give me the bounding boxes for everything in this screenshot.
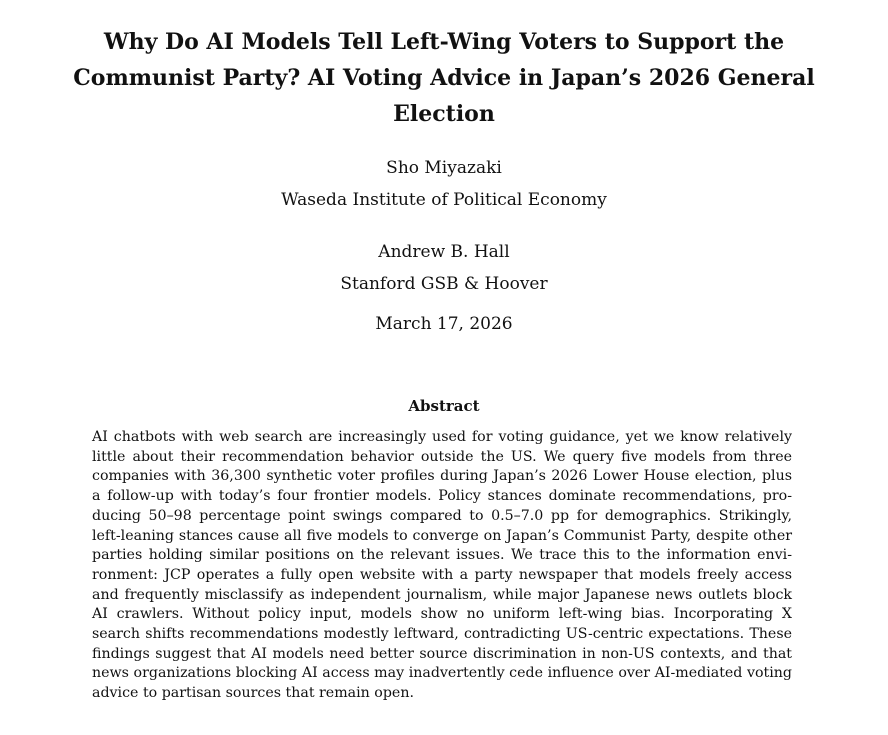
abstract-line: search shifts recommendations modestly leftward, contradicting US-centric expectations. These: [92, 626, 792, 643]
abstract-heading: Abstract: [408, 397, 480, 415]
title-line: Election: [393, 101, 495, 127]
abstract-line: news organizations blocking AI access may inadvertently cede influence over AI-mediated voting: [92, 665, 792, 682]
author-block: [40, 152, 848, 340]
abstract-line: a follow-up with today’s four frontier models. Policy stances dominate recommendations, pro-: [92, 488, 792, 505]
abstract-body: [92, 428, 792, 704]
abstract-line: little about their recommendation behavior outside the US. We query five models from three: [92, 448, 792, 465]
abstract-line: ducing 50–98 percentage point swings compared to 0.5–7.0 pp for demographics. Strikingly,: [92, 507, 792, 524]
abstract-line: advice to partisan sources that remain open.: [92, 685, 414, 702]
title-line: Communist Party? AI Voting Advice in Japan’s 2026 General: [73, 65, 815, 91]
author-affiliation: Stanford GSB & Hoover: [340, 274, 548, 294]
abstract-line: findings suggest that AI models need better source discrimination in non-US contexts, and that: [92, 645, 792, 662]
abstract-line: ronment: JCP operates a fully open website with a party newspaper that models freely access: [92, 566, 792, 583]
abstract-line: AI chatbots with web search are increasingly used for voting guidance, yet we know relatively: [92, 429, 792, 445]
author-entry: [40, 152, 848, 216]
abstract-line: and frequently misclassify as independent journalism, while major Japanese news outlets block: [92, 586, 792, 603]
abstract-line: AI crawlers. Without policy input, models show no uniform left-wing bias. Incorporating X: [92, 606, 792, 623]
paper-title: [40, 24, 848, 132]
abstract-line: parties holding similar positions on the relevant issues. We trace this to the information envi-: [92, 547, 792, 564]
author-entry: [40, 236, 848, 300]
author-affiliation: Waseda Institute of Political Economy: [281, 190, 607, 210]
abstract-line: left-leaning stances cause all five models to converge on Japan’s Communist Party, despite other: [92, 527, 792, 544]
publication-date: March 17, 2026: [375, 314, 513, 334]
title-line: Why Do AI Models Tell Left-Wing Voters to Support the: [103, 29, 785, 55]
author-name: Andrew B. Hall: [378, 242, 510, 262]
abstract-line: companies with 36,300 synthetic voter profiles during Japan’s 2026 Lower House election, plus: [92, 468, 792, 485]
author-name: Sho Miyazaki: [386, 158, 502, 178]
